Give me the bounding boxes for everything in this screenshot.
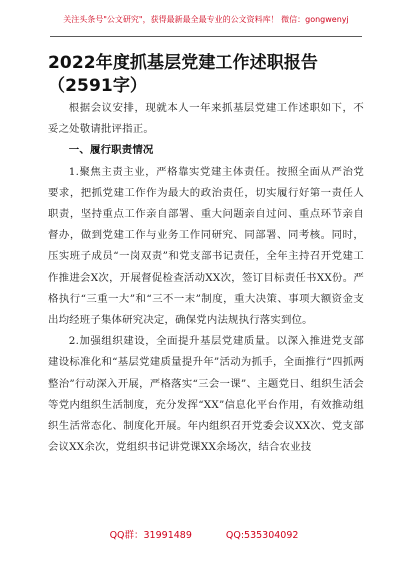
document-title: 2022年度抓基层党建工作述职报告（2591字）	[48, 53, 319, 96]
document-body	[48, 98, 364, 458]
intro-paragraph: 根据会议安排，现就本人一年来抓基层党建工作述职如下，不妥之处敬请批评指正。	[48, 102, 364, 136]
header-divider	[50, 36, 362, 37]
body-paragraph-1: 1.聚焦主责主业，严格靠实党建主体责任。按照全面从严治党要求，把抓党建工作作为最大的政治责任，切实履行好第一责任人职责，坚持重点工作亲自部署、重大问题亲自过问、重点环节亲自督办，做到党建工作与业务工作同研究、同部署、同考核。同时，压实班子成员“一岗双责”和党支部书记责任，全年主持召开党建工作推进会X次，开展督促检查活动XX次，签订目标责任书XX份。严格执行“三重一大”和“三不一末”制度，重大决策、事项大额资金支出均经班子集体研究决定，确保党内法规执行落实到位。	[48, 165, 364, 327]
header-banner: 关注头条号"公文研究"，获得最新最全最专业的公文资料库！ 微信：gongwenyj	[63, 15, 349, 24]
section-heading: 一、履行职责情况	[68, 144, 154, 157]
footer-qq-group: QQ群：31991489	[109, 530, 192, 541]
body-paragraph-2: 2.加强组织建设，全面提升基层党建质量。以深入推进党支部建设标准化和“基层党建质量提升年”活动为抓手，全面推行“四抓两整治”行动深入开展，严格落实“三会一课”、主题党日、组织生活会等党内组织生活制度，充分发挥“XX”信息化平台作用，有效推动组织生活常态化、制度化开展。年内组织召开党委会议XX次、党支部会议XX余次，党组织书记讲党课XX余场次，结合农业技	[48, 335, 364, 454]
footer-qq: QQ:535304092	[225, 530, 299, 541]
footer-contact	[0, 530, 408, 542]
